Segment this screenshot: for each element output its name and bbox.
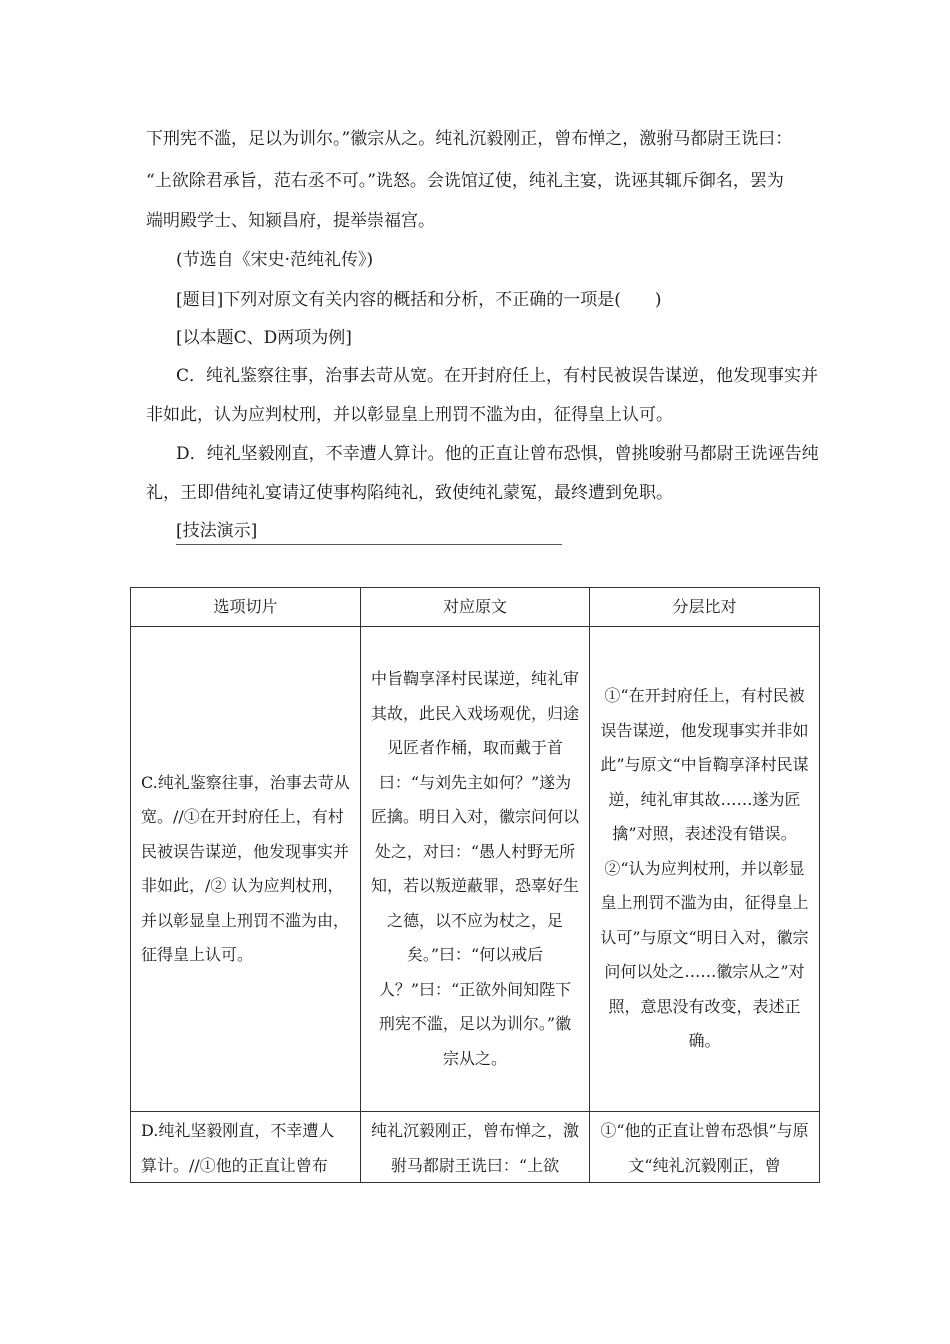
column-header: 分层比对 [590, 588, 820, 627]
option-d-text: D．纯礼坚毅刚直，不幸遭人算计。他的正直让曾布恐惧，曾挑唆驸马都尉王诜诬告纯 [176, 444, 819, 464]
passage-line: 下刑宪不滥，足以为训尔。”徽宗从之。纯礼沉毅刚正，曾布惮之，激驸马都尉王诜曰： [146, 129, 793, 149]
table-row [131, 1112, 820, 1183]
cell-text: 纯礼沉毅刚正，曾布惮之，激驸马都尉王诜曰：“上欲 [371, 1121, 579, 1175]
question-scope: [以本题C、D两项为例] [176, 328, 352, 348]
column-header: 对应原文 [361, 588, 590, 627]
source-citation: (节选自《宋史·范纯礼传》) [176, 250, 374, 270]
table-row [131, 627, 820, 1112]
cell-text: ①“他的正直让曾布恐惧”与原文“纯礼沉毅刚正，曾 [600, 1121, 809, 1175]
option-d-text-cont: 礼，王即借纯礼宴请辽使事构陷纯礼，致使纯礼蒙冤，最终遭到免职。 [146, 483, 673, 503]
cell-text: D.纯礼坚毅刚直，不幸遭人算计。//①他的正直让曾布 [141, 1121, 335, 1175]
option-slice-cell: C.纯礼鉴察往事，治事去苛从宽。//①在开封府任上，有村民被误告谋逆，他发现事实并非如此，/② 认为应判杖刑，并以彰显皇上刑罚不滥为由，征得皇上认可。 [131, 627, 361, 1112]
original-text-cell [361, 1112, 590, 1183]
question-prompt: [题目]下列对原文有关内容的概括和分析，不正确的一项是( ) [176, 290, 662, 310]
comparison-cell [590, 1112, 820, 1183]
option-c-text: C．纯礼鉴察往事，治事去苛从宽。在开封府任上，有村民被误告谋逆，他发现事实并 [176, 366, 819, 386]
column-header: 选项切片 [131, 588, 361, 627]
passage-line: 端明殿学士、知颍昌府，提举崇福宫。 [146, 211, 435, 231]
technique-heading: [技法演示] [176, 520, 562, 545]
passage-line: “上欲除君承旨，范右丞不可。”诜怒。会诜馆辽使，纯礼主宴，诜诬其辄斥御名，罢为 [146, 171, 784, 191]
option-slice-cell [131, 1112, 361, 1183]
analysis-table [130, 587, 820, 1183]
original-text-cell: 中旨鞫享泽村民谋逆，纯礼审其故，此民入戏场观优，归途见匠者作桶，取而戴于首曰：“与刘先主如何？”遂为匠擒。明日入对，徽宗问何以处之，对曰：“愚人村野无所知，若以叛逆蔽罪，恐辜好生之德，以不应为杖之，足矣。”曰：“何以戒后人？”曰：“正欲外间知陛下刑宪不滥，足以为训尔。”徽宗从之。 [361, 627, 590, 1112]
comparison-cell: ①“在开封府任上，有村民被误告谋逆，他发现事实并非如此”与原文“中旨鞫享泽村民谋逆，纯礼审其故……遂为匠擒”对照，表述没有错误。②“认为应判杖刑，并以彰显皇上刑罚不滥为由，征得皇上认可”与原文“明日入对，徽宗问何以处之……徽宗从之”对照，意思没有改变，表述正确。 [590, 627, 820, 1112]
table-header-row [131, 588, 820, 627]
option-c-text-cont: 非如此，认为应判杖刑，并以彰显皇上刑罚不滥为由，征得皇上认可。 [146, 405, 673, 425]
